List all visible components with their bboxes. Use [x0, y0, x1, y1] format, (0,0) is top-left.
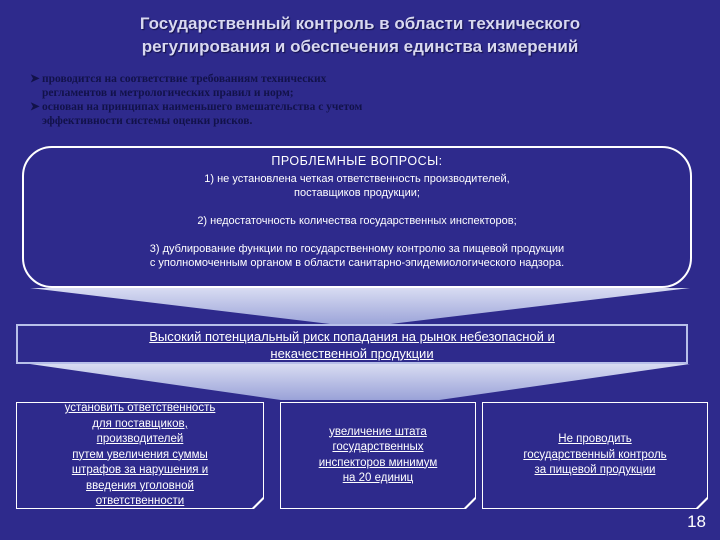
problem-item-1: [24, 172, 690, 200]
solution-text-line: введения уголовной: [86, 479, 194, 492]
page-number: 18: [687, 512, 706, 531]
risk-text-line: некачественной продукции: [270, 346, 434, 361]
risk-text-line: Высокий потенциальный риск попадания на рынок небезопасной и: [149, 329, 555, 344]
solution-text-line: производителей: [96, 433, 184, 446]
problem-text-line: поставщиков продукции;: [294, 187, 420, 199]
problems-box: [22, 146, 692, 288]
bullet-text-line: регламентов и метрологических правил и норм;: [42, 87, 294, 99]
solution-text-line: инспекторов минимум: [318, 456, 438, 469]
problem-text-line: 1) не установлена четкая ответственность производителей,: [204, 173, 510, 185]
down-arrow-shape: [30, 364, 690, 400]
title-line-2: регулирования и обеспечения единства измерений: [141, 37, 579, 56]
folded-corner-icon: [463, 496, 476, 509]
folded-corner-icon: [695, 496, 708, 509]
problem-text-line: 3) дублирование функции по государственному контролю за пищевой продукции: [149, 243, 565, 255]
bullet-item: [30, 72, 550, 100]
solution-text-line: для поставщиков,: [92, 417, 188, 430]
solution-box-liability: [16, 402, 264, 509]
solution-box-no-control: [482, 402, 708, 509]
problems-heading: ПРОБЛЕМНЫЕ ВОПРОСЫ:: [271, 154, 443, 168]
bullet-text-line: проводится на соответствие требованиям технических: [42, 73, 327, 85]
solution-text-line: ответственности: [95, 495, 185, 508]
risk-banner: [16, 324, 688, 364]
down-arrow-shape: [30, 288, 690, 326]
solution-text-line: установить ответственность: [64, 402, 216, 415]
arrow-bullet-icon: ➤: [30, 73, 40, 85]
bullet-list: [30, 72, 550, 128]
arrow-bullet-icon: ➤: [30, 101, 40, 113]
problem-item-3: [24, 242, 690, 270]
title-line-1: Государственный контроль в области технического: [139, 14, 581, 33]
problem-text-line: с уполномоченным органом в области санитарно-эпидемиологического надзора.: [149, 257, 565, 269]
solution-text-line: Не проводить: [558, 433, 632, 446]
problem-item-2: 2) недостаточность количества государственных инспекторов;: [197, 215, 517, 227]
bullet-item: [30, 100, 550, 128]
bullet-text-line: эффективности системы оценки рисков.: [42, 115, 253, 127]
solution-text-line: увеличение штата: [329, 425, 427, 438]
solution-box-inspectors: [280, 402, 476, 509]
solution-text-line: за пищевой продукции: [534, 464, 656, 477]
solution-text-line: на 20 единиц: [342, 472, 414, 484]
solution-text-line: государственных: [332, 441, 424, 453]
bullet-text-line: основан на принципах наименьшего вмешательства с учетом: [42, 101, 363, 113]
solution-text-line: государственный контроль: [523, 448, 667, 461]
slide-title: [60, 12, 660, 58]
solution-text-line: путем увеличения суммы: [72, 448, 208, 461]
solution-text-line: штрафов за нарушения и: [71, 464, 209, 477]
